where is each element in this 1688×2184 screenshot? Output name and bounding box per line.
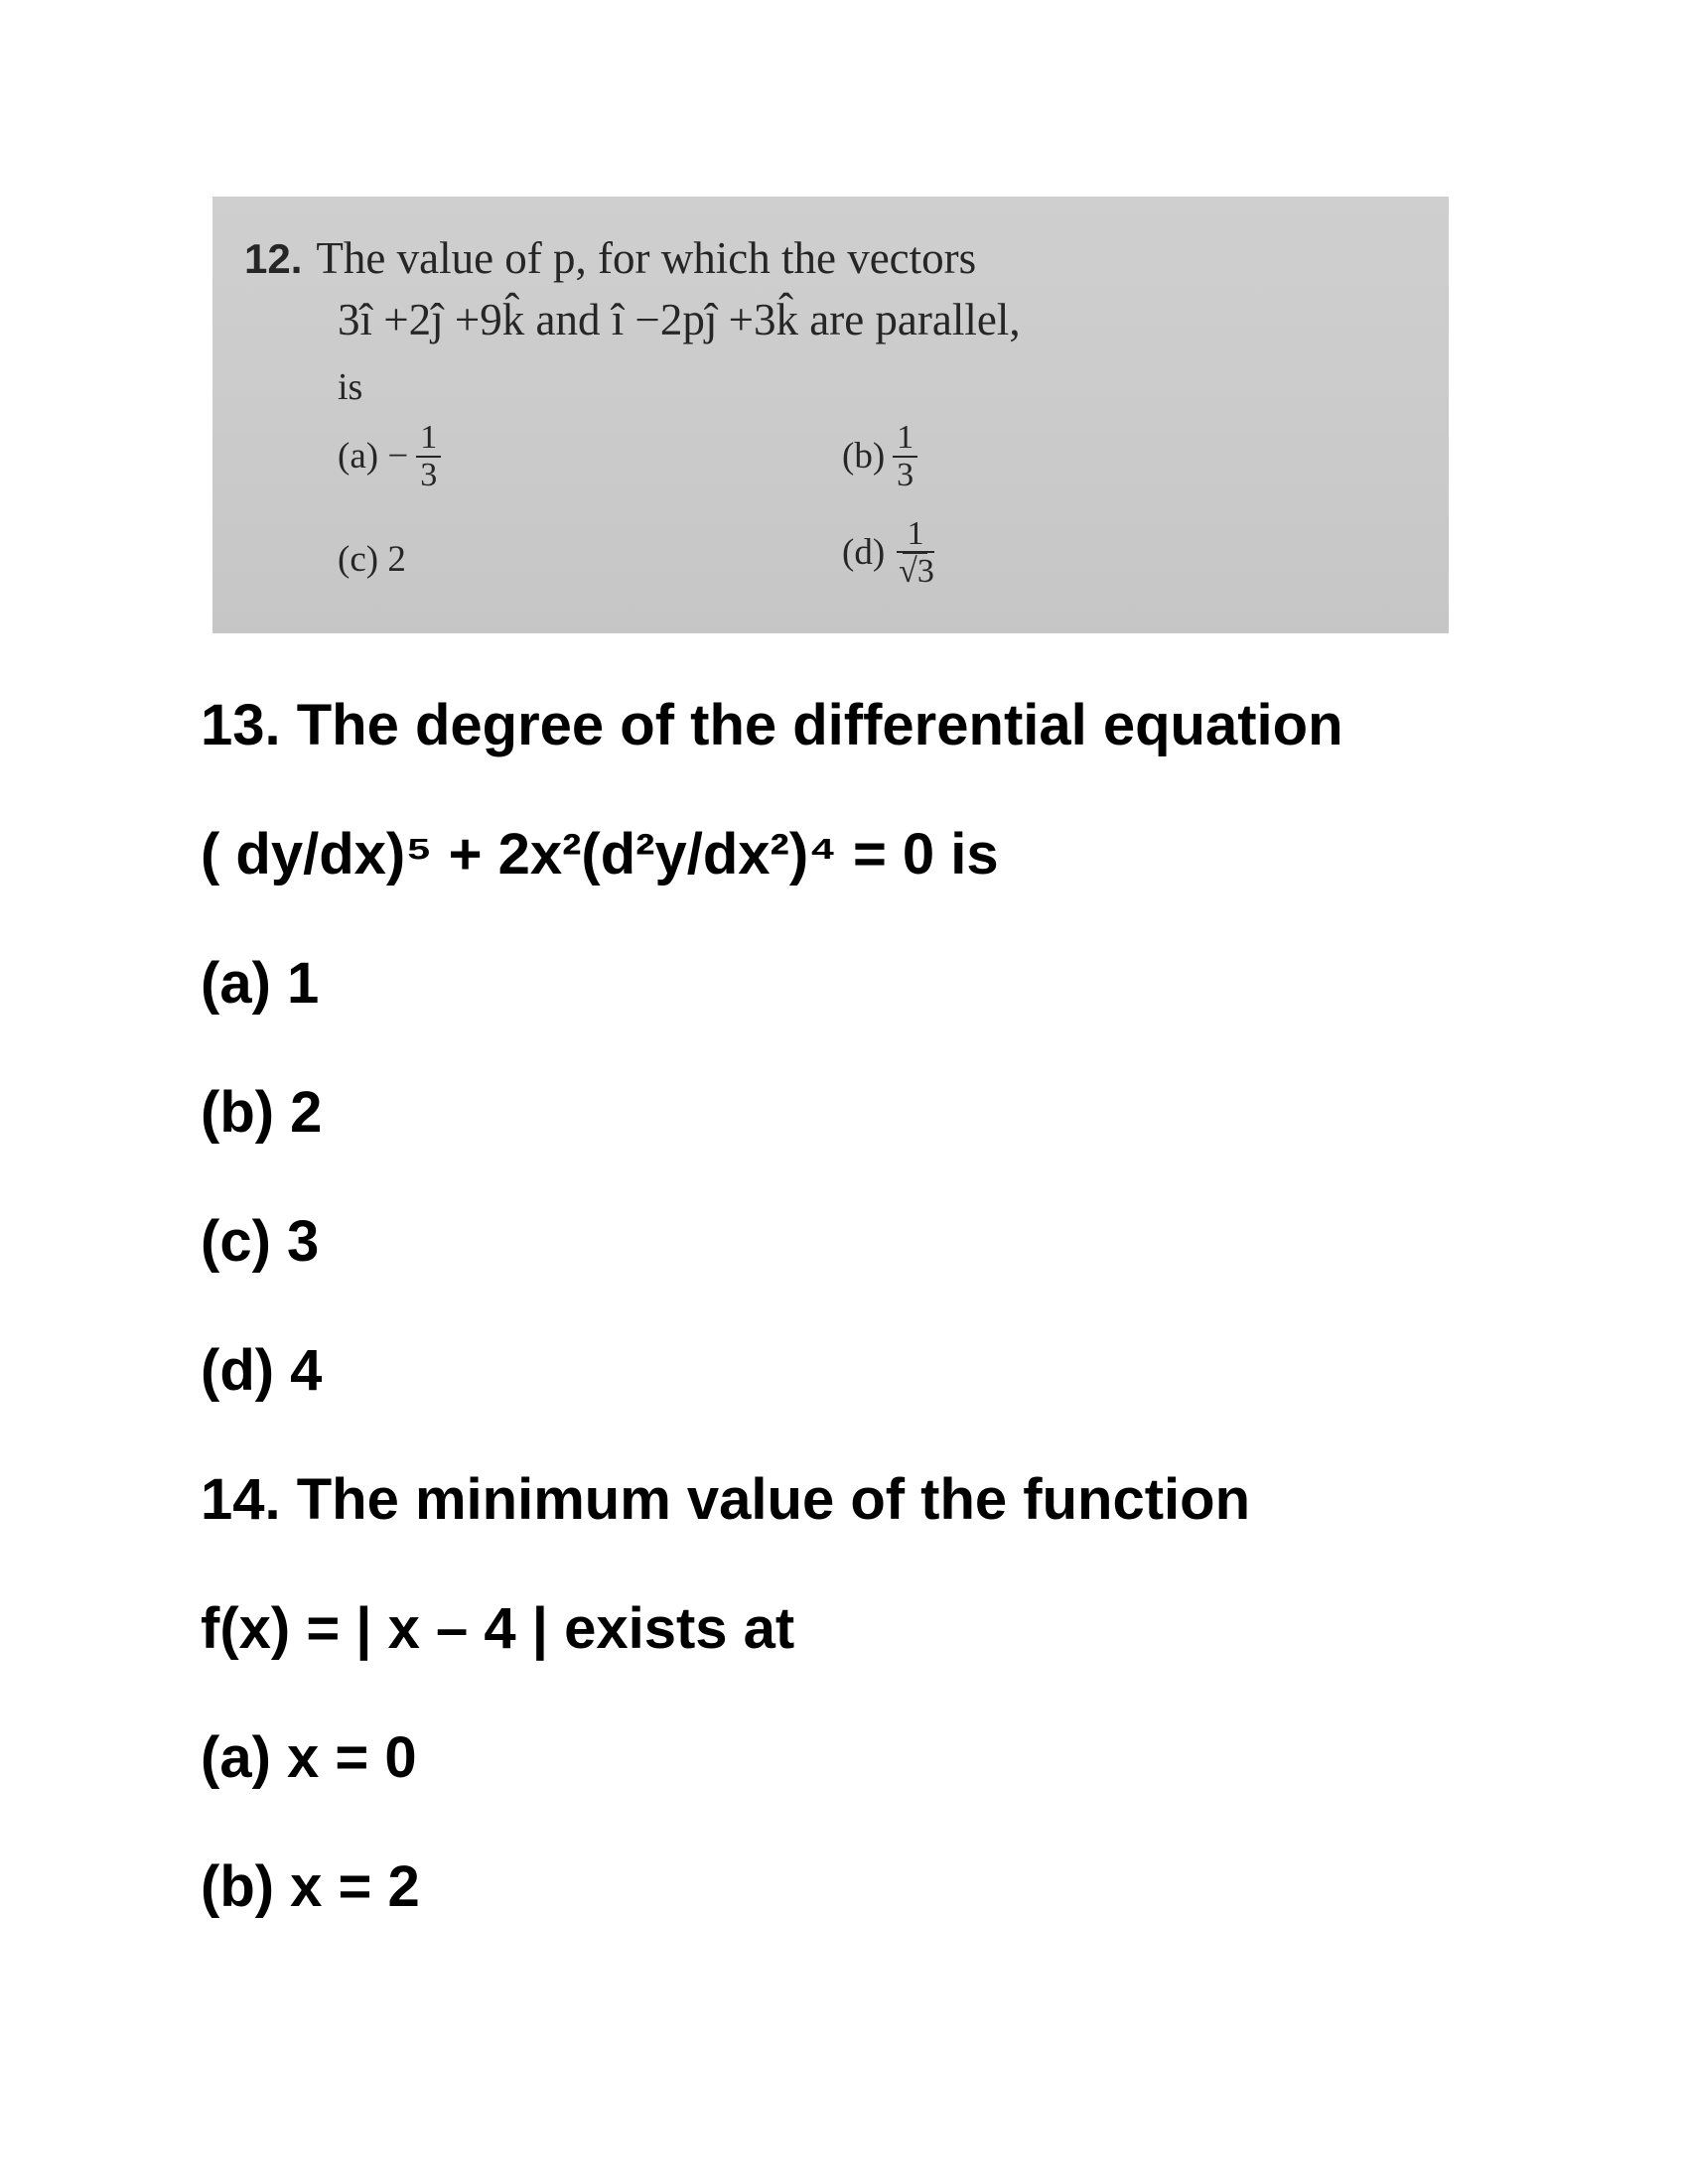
option-d-label: (d) (842, 532, 886, 574)
question-14-equation: f(x) = | x – 4 | exists at (201, 1596, 795, 1661)
option-a-fraction (416, 420, 441, 492)
option-d-fraction (893, 516, 938, 589)
question-12-photo (212, 197, 1449, 633)
option-b-fraction (893, 420, 917, 492)
question-12-line-3: is (338, 366, 363, 408)
question-14-option-b: (b) x = 2 (201, 1854, 420, 1919)
option-b-label: (b) (842, 436, 886, 478)
question-12-number: 12. (244, 235, 303, 282)
question-14-title: 14. The minimum value of the function (201, 1467, 1250, 1532)
question-13-option-b: (b) 2 (201, 1080, 323, 1145)
question-12-option-a (338, 420, 441, 492)
question-13-option-a: (a) 1 (201, 951, 320, 1016)
question-14-option-a: (a) x = 0 (201, 1725, 417, 1790)
question-12-option-c (338, 538, 406, 581)
question-13-option-d: (d) 4 (201, 1338, 323, 1403)
option-b-numerator: 1 (893, 420, 917, 458)
option-d-denominator (893, 554, 938, 590)
option-c-label: (c) 2 (338, 539, 406, 580)
question-12-line-1 (244, 232, 976, 284)
question-13-option-c: (c) 3 (201, 1209, 320, 1274)
question-13-title: 13. The degree of the differential equation (201, 693, 1343, 757)
question-13-equation: ( dy/dx)⁵ + 2x²(d²y/dx²)⁴ = 0 is (201, 822, 999, 887)
option-b-denominator: 3 (897, 456, 914, 493)
question-12-line-2: 3î +2ĵ +9k̂ and î −2pĵ +3k̂ are parallel, (338, 295, 1021, 344)
question-12-option-d (842, 516, 938, 589)
sqrt-symbol: √3 (899, 552, 934, 590)
option-a-denominator: 3 (420, 456, 438, 493)
option-a-label: (a) − (338, 436, 409, 478)
question-12-text-1: The value of p, for which the vectors (316, 233, 977, 283)
option-d-numerator: 1 (903, 516, 927, 554)
question-12-option-b (842, 420, 917, 492)
option-a-numerator: 1 (416, 420, 441, 458)
